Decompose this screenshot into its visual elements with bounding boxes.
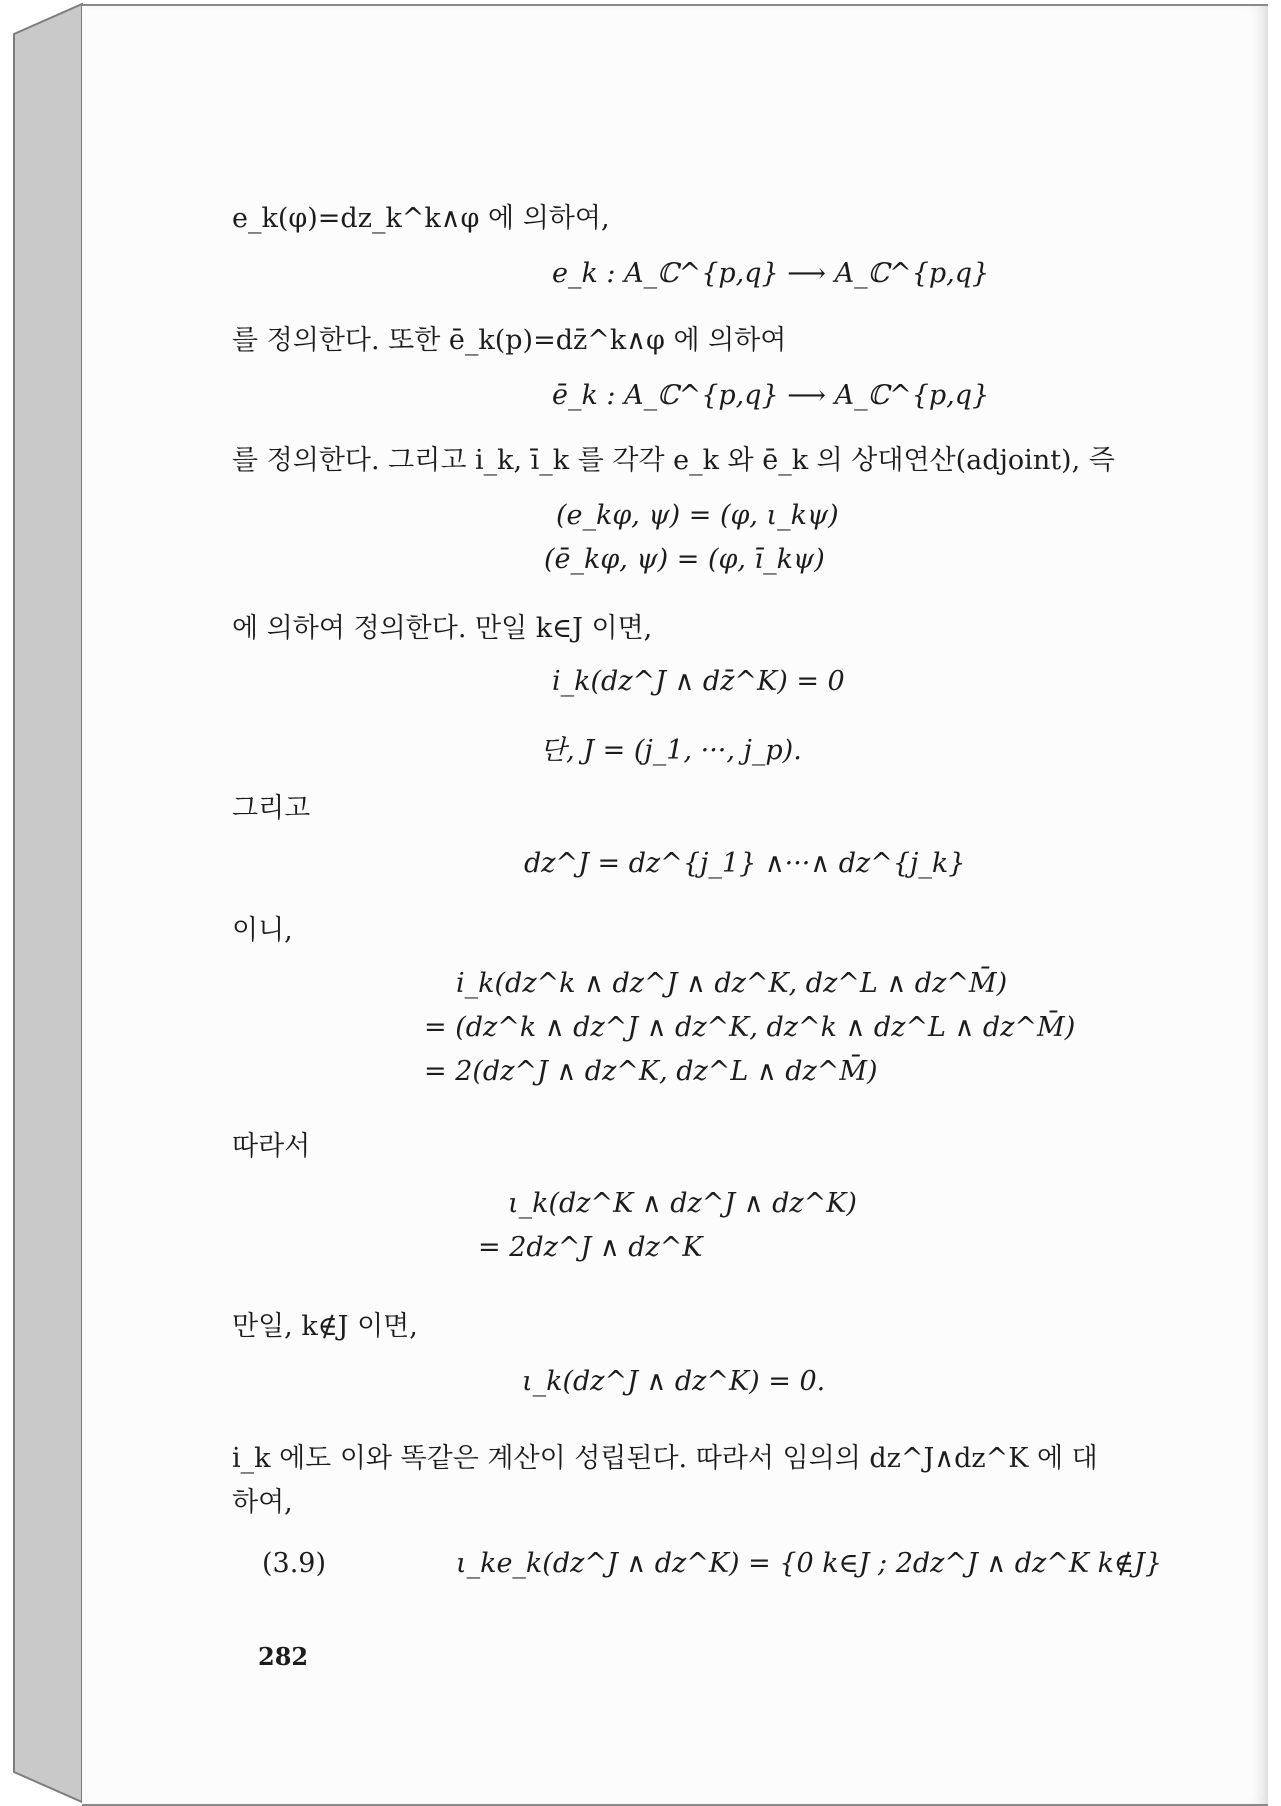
equation-e-bar-k-map: ē_k : A_ℂ^{p,q} ⟶ A_ℂ^{p,q} bbox=[552, 380, 990, 411]
equation-i-k-zero-2: ι_k(dz^J ∧ dz^K) = 0. bbox=[522, 1366, 826, 1397]
text-line-10: 하여, bbox=[232, 1487, 293, 1518]
equation-j-definition: 단, J = (j_1, ···, j_p). bbox=[540, 735, 802, 766]
equation-block-2-line-2: = 2dz^J ∧ dz^K bbox=[478, 1232, 703, 1263]
equation-block-2-line-1: ι_k(dz^K ∧ dz^J ∧ dz^K) bbox=[508, 1188, 857, 1219]
equation-dz-j: dz^J = dz^{j_1} ∧···∧ dz^{j_k} bbox=[524, 848, 966, 879]
text-line-9: i_k 에도 이와 똑같은 계산이 성립된다. 따라서 임의의 dz^J∧dz^K 에 대 bbox=[232, 1443, 1098, 1474]
text-line-7: 따라서 bbox=[232, 1131, 311, 1162]
equation-adjoint-2: (ē_kφ, ψ) = (φ, ī_kψ) bbox=[544, 544, 825, 575]
page-number: 282 bbox=[258, 1642, 309, 1671]
equation-e-k-map: e_k : A_ℂ^{p,q} ⟶ A_ℂ^{p,q} bbox=[552, 258, 990, 289]
text-line-4: 에 의하여 정의한다. 만일 k∈J 이면, bbox=[232, 613, 653, 644]
equation-i-k-zero: i_k(dz^J ∧ dz̄^K) = 0 bbox=[552, 666, 845, 697]
text-line-6: 이니, bbox=[232, 915, 293, 946]
equation-block-1-line-1: i_k(dz^k ∧ dz^J ∧ dz^K, dz^L ∧ dz^M̄) bbox=[456, 968, 1008, 999]
text-line-1: e_k(φ)=dz_k^k∧φ 에 의하여, bbox=[232, 203, 610, 234]
equation-number: (3.9) bbox=[262, 1548, 327, 1579]
equation-block-1-line-3: = 2(dz^J ∧ dz^K, dz^L ∧ dz^M̄) bbox=[424, 1056, 878, 1087]
equation-adjoint-1: (e_kφ, ψ) = (φ, ι_kψ) bbox=[556, 500, 839, 531]
text-line-8: 만일, k∉J 이면, bbox=[232, 1311, 418, 1342]
equation-block-1-line-2: = (dz^k ∧ dz^J ∧ dz^K, dz^k ∧ dz^L ∧ dz^M̄) bbox=[424, 1012, 1076, 1043]
text-line-5: 그리고 bbox=[232, 793, 311, 824]
text-line-3: 를 정의한다. 그리고 i_k, ī_k 를 각각 e_k 와 ē_k 의 상대연산(adjoint), 즉 bbox=[232, 445, 1115, 476]
text-line-2: 를 정의한다. 또한 ē_k(p)=dz̄^k∧φ 에 의하여 bbox=[232, 325, 787, 356]
equation-3-9: ι_ke_k(dz^J ∧ dz^K) = {0 k∈J ; 2dz^J ∧ dz^K k∉J} bbox=[456, 1548, 1162, 1579]
